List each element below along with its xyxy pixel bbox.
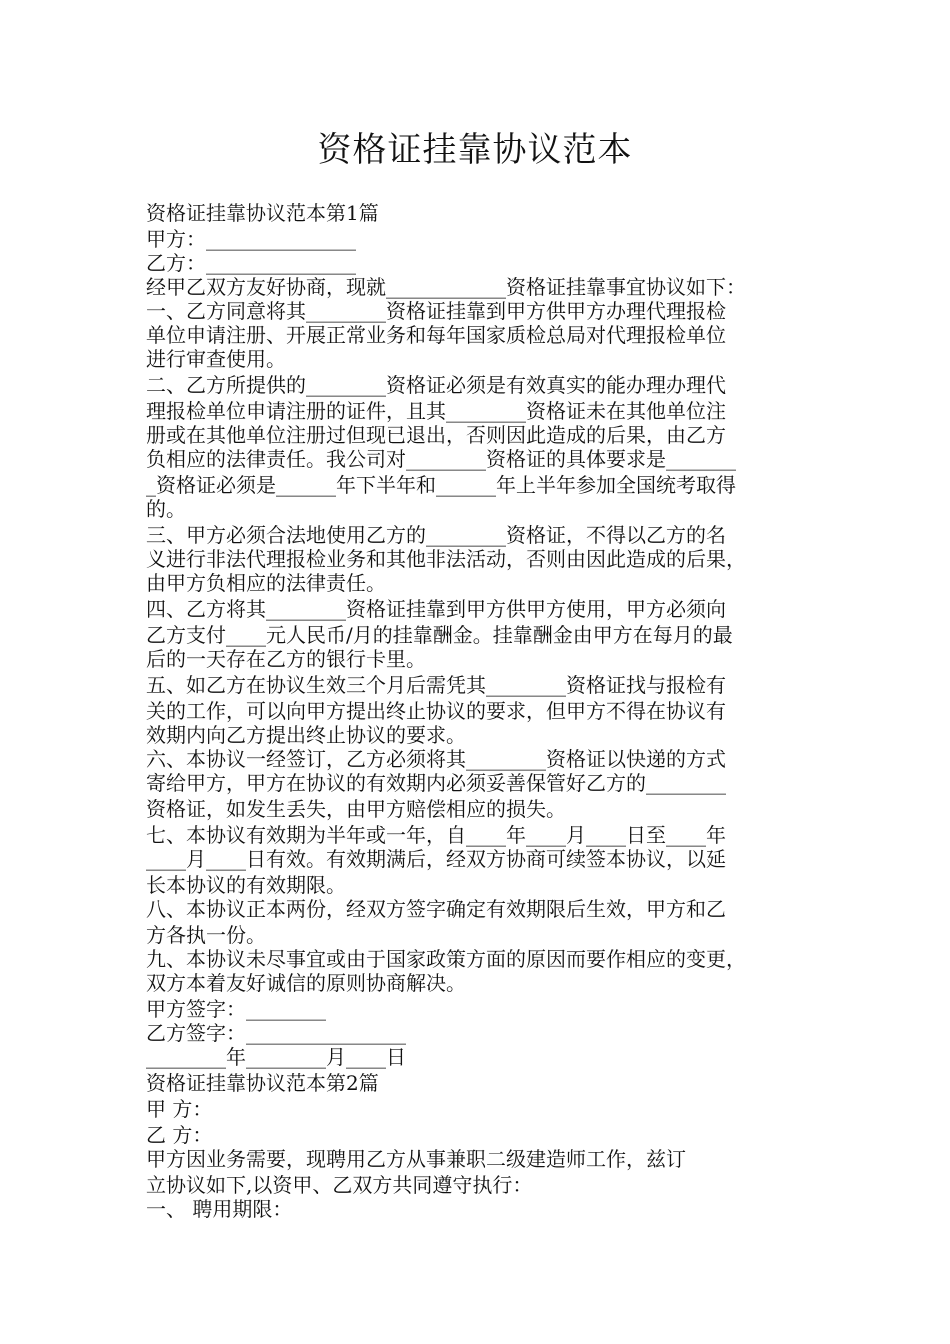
body-line: 立协议如下,以资甲、乙双方共同遵守执行： — [146, 1173, 533, 1197]
body-line: 方各执一份。 — [146, 923, 266, 947]
signature-date: ________年________月____日 — [146, 1045, 406, 1069]
party-b-line: 乙 方： — [146, 1123, 213, 1147]
body-line: 进行审查使用。 — [146, 347, 286, 371]
body-line: 九、本协议未尽事宜或由于国家政策方面的原因而要作相应的变更， — [146, 947, 746, 971]
body-line: 关的工作，可以向甲方提出终止协议的要求，但甲方不得在协议有 — [146, 699, 726, 723]
body-line: 六、本协议一经签订，乙方必须将其________资格证以快递的方式 — [146, 747, 726, 771]
body-line: 单位申请注册、开展正常业务和每年国家质检总局对代理报检单位 — [146, 323, 726, 347]
body-line: _资格证必须是______年下半年和______年上半年参加全国统考取得 — [146, 473, 736, 497]
body-line: 双方本着友好诚信的原则协商解决。 — [146, 971, 466, 995]
body-line: 后的一天存在乙方的银行卡里。 — [146, 647, 426, 671]
body-line: 理报检单位申请注册的证件，且其________资格证未在其他单位注 — [146, 399, 726, 423]
body-line: 资格证，如发生丢失，由甲方赔偿相应的损失。 — [146, 797, 566, 821]
body-line: 一、乙方同意将其________资格证挂靠到甲方供甲方办理代理报检 — [146, 299, 726, 323]
body-line: 四、乙方将其________资格证挂靠到甲方供甲方使用，甲方必须向 — [146, 597, 726, 621]
body-line: 义进行非法代理报检业务和其他非法活动，否则由因此造成的后果， — [146, 547, 746, 571]
body-line: 的。 — [146, 497, 186, 521]
document-title: 资格证挂靠协议范本 — [317, 130, 633, 170]
body-line: 由甲方负相应的法律责任。 — [146, 571, 386, 595]
body-line: 甲方因业务需要，现聘用乙方从事兼职二级建造师工作，兹订 — [146, 1147, 686, 1171]
body-line: 三、甲方必须合法地使用乙方的________资格证，不得以乙方的名 — [146, 523, 726, 547]
body-line: ____月____日有效。有效期满后，经双方协商可续签本协议，以延 — [146, 847, 726, 871]
section-heading-2: 资格证挂靠协议范本第2篇 — [146, 1071, 379, 1095]
body-line: 效期内向乙方提出终止协议的要求。 — [146, 723, 466, 747]
party-a-line: 甲 方： — [146, 1097, 213, 1121]
body-line: 长本协议的有效期限。 — [146, 873, 346, 897]
body-line: 册或在其他单位注册过但现已退出，否则因此造成的后果，由乙方 — [146, 423, 726, 447]
body-line: 寄给甲方，甲方在协议的有效期内必须妥善保管好乙方的________ — [146, 771, 726, 795]
body-line: 经甲乙双方友好协商，现就____________资格证挂靠事宜协议如下： — [146, 275, 746, 299]
party-b-signature: 乙方签字：________________ — [146, 1021, 406, 1045]
party-b-line: 乙方：_______________ — [146, 251, 356, 275]
body-line: 乙方支付____元人民币/月的挂靠酬金。挂靠酬金由甲方在每月的最 — [146, 623, 733, 647]
body-line: 八、本协议正本两份，经双方签字确定有效期限后生效，甲方和乙 — [146, 897, 726, 921]
body-line: 二、乙方所提供的________资格证必须是有效真实的能办理办理代 — [146, 373, 726, 397]
body-line: 五、如乙方在协议生效三个月后需凭其________资格证找与报检有 — [146, 673, 726, 697]
clause-heading: 一、 聘用期限： — [146, 1197, 293, 1221]
party-a-line: 甲方：_______________ — [146, 227, 356, 251]
body-line: 负相应的法律责任。我公司对________资格证的具体要求是_______ — [146, 447, 736, 471]
party-a-signature: 甲方签字：________ — [146, 997, 326, 1021]
body-line: 七、本协议有效期为半年或一年，自____年____月____日至____年 — [146, 823, 726, 847]
section-heading-1: 资格证挂靠协议范本第1篇 — [146, 201, 379, 225]
